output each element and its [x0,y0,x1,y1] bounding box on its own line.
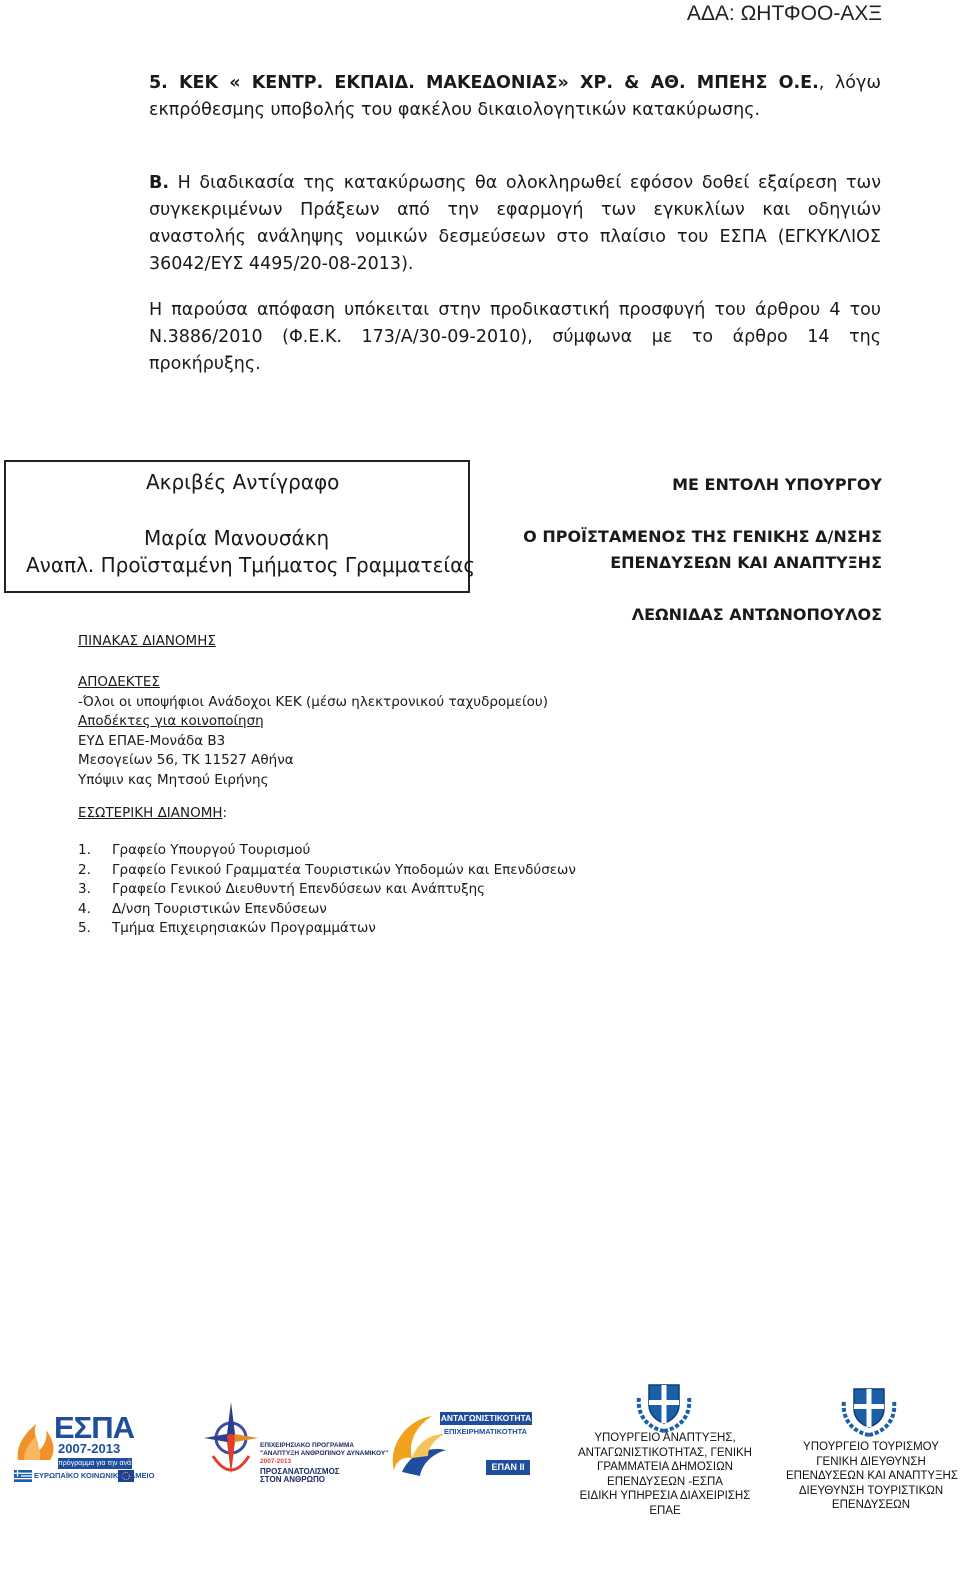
espa-wordmark: ΕΣΠΑ [54,1410,135,1445]
recipients-block [78,673,548,790]
ministry1-line: ΥΠΟΥΡΓΕΙΟ ΑΝΑΠΤΥΞΗΣ, [594,1432,736,1444]
signature-title-line2: ΕΠΕΝΔΥΣΕΩΝ ΚΑΙ ΑΝΑΠΤΥΞΗΣ [610,553,882,572]
epan-badge: ΕΠΑΝ II [486,1460,530,1475]
cc-line: Υπόψιν κας Μητσού Ειρήνης [78,771,269,788]
item-5-kek-name: 5. ΚΕΚ « ΚΕΝΤΡ. ΕΚΠΑΙΔ. ΜΑΚΕΔΟΝΙΑΣ» ΧΡ. & ΑΘ. ΜΠΕΗΣ Ο.Ε. [149,73,819,93]
ministry1-line: ΕΠΕΝΔΥΣΕΩΝ -ΕΣΠΑ [607,1475,723,1488]
list-item [78,841,576,861]
list-item [78,919,576,939]
compass-rose-icon [204,1400,258,1486]
list-item-text: Γραφείο Υπουργού Τουρισμού [112,842,311,858]
certified-copy-title: Ακριβές Αντίγραφο [146,470,340,494]
human-line: ΣΤΟΝ ΑΝΘΡΩΠΟ [260,1475,325,1484]
ministry2-line: ΥΠΟΥΡΓΕΙΟ ΤΟΥΡΙΣΜΟΥ [803,1441,939,1453]
signature-order: ΜΕ ΕΝΤΟΛΗ ΥΠΟΥΡΓΟΥ [672,475,882,494]
espa-logo [14,1410,155,1484]
human-line: 2007-2013 [260,1458,292,1465]
certified-copy-name: Μαρία Μανουσάκη [144,526,330,550]
ministry2-line: ΕΠΕΝΔΥΣΕΩΝ [831,1499,911,1511]
ministry2-line: ΕΠΕΝΔΥΣΕΩΝ ΚΑΙ ΑΝΑΠΤΥΞΗΣ [786,1470,958,1482]
signature-name: ΛΕΩΝΙΔΑΣ ΑΝΤΩΝΟΠΟΥΛΟΣ [631,605,882,624]
ministry2-line: ΓΕΝΙΚΗ ΔΙΕΥΘΥΝΣΗ [816,1455,926,1468]
internal-distribution-list [78,841,576,939]
list-item [78,880,576,900]
espa-fund-text: ΕΥΡΩΠΑΪΚΟ ΚΟΙΝΩΝΙΚΟ ΤΑΜΕΙΟ [34,1471,155,1480]
item-5-paragraph [149,70,881,124]
internal-heading-colon: : [222,805,228,821]
list-item-number: 4. [78,900,91,917]
ada-code: ΑΔΑ: ΩΗΤΦΟΟ-ΑΧΞ [686,2,882,25]
cc-line: ΕΥΔ ΕΠΑΕ-Μονάδα Β3 [78,732,226,749]
list-item-text: Γραφείο Γενικού Γραμματέα Τουριστικών Υποδομών και Επενδύσεων [112,861,576,878]
human-line: ΠΡΟΣΑΝΑΤΟΛΙΣΜΟΣ [260,1467,340,1476]
section-b-label: Β. [149,173,169,193]
ministry-tourism-text [786,1440,956,1513]
ministry-development-text [575,1431,755,1518]
competitiveness-subtitle: ΕΠΙΧΕΙΡΗΜΑΤΙΚΟΤΗΤΑ [444,1427,528,1436]
appeal-paragraph: Η παρούσα απόφαση υπόκειται στην προδικαστική προσφυγή του άρθρου 4 του Ν.3886/2010 (Φ.Ε.Κ. 173/Α/30-09-2010), σύμφωνα με το άρθρο 14 της προκήρυξης. [149,300,881,374]
internal-heading-text: ΕΣΩΤΕΡΙΚΗ ΔΙΑΝΟΜΗ [78,805,223,821]
list-item [78,861,576,881]
human-resources-text [260,1442,388,1484]
greek-emblem-icon [840,1379,898,1437]
espa-years: 2007-2013 [58,1441,121,1456]
greek-emblem-icon [635,1375,693,1433]
item-5-reason: , λόγω εκπρόθεσμης υποβολής του φακέλου δικαιολογητικών κατακύρωσης. [149,73,881,120]
list-item-number: 3. [78,881,91,897]
competitiveness-title: ΑΝΤΑΓΩΝΙΣΤΙΚΟΤΗΤΑ [440,1413,532,1423]
human-resources-logo [204,1400,389,1490]
list-item [78,900,576,920]
signature-title-line1: Ο ΠΡΟΪΣΤΑΜΕΝΟΣ ΤΗΣ ΓΕΝΙΚΗΣ Δ/ΝΣΗΣ [523,527,882,546]
distribution-heading [78,632,216,652]
recipients-text: -Όλοι οι υποψήφιοι Ανάδοχοι ΚΕΚ (μέσω ηλεκτρονικού ταχυδρομείου) [78,693,548,710]
ministry1-line: ΕΠΑΕ [649,1504,681,1517]
cc-line: Μεσογείων 56, ΤΚ 11527 Αθήνα [78,752,294,768]
cc-heading: Αποδέκτες για κοινοποίηση [78,713,264,729]
list-item-text: Γραφείο Γενικού Διευθυντή Επενδύσεων και Ανάπτυξης [112,881,486,897]
certified-copy-role: Αναπλ. Προϊσταμένη Τμήματος Γραμματείας [26,553,476,577]
espa-flame-icon [14,1416,58,1464]
ministry2-line: ΔΙΕΥΘΥΝΣΗ ΤΟΥΡΙΣΤΙΚΩΝ [798,1484,944,1497]
ministry1-line: ΕΙΔΙΚΗ ΥΠΗΡΕΣΙΑ ΔΙΑΧΕΙΡΙΣΗΣ [579,1490,751,1502]
greek-flag-icon [14,1470,32,1482]
espa-tagline: πρόγραμμα για την ανάπτυξη [58,1460,150,1467]
list-item-number: 2. [78,861,91,878]
competitiveness-logo [388,1412,538,1492]
human-line: "ΑΝΑΠΤΥΞΗ ΑΝΘΡΩΠΙΝΟΥ ΔΥΝΑΜΙΚΟΥ" [260,1450,389,1457]
distribution-heading-text: ΠΙΝΑΚΑΣ ΔΙΑΝΟΜΗΣ [78,633,216,649]
list-item-number: 5. [78,920,91,936]
list-item-number: 1. [78,842,91,858]
certified-copy-box [4,460,476,593]
recipients-heading: ΑΠΟΔΕΚΤΕΣ [78,674,160,690]
ministry1-line: ΑΝΤΑΓΩΝΙΣΤΙΚΟΤΗΤΑΣ, ΓΕΝΙΚΗ [578,1446,752,1459]
list-item-text: Δ/νση Τουριστικών Επενδύσεων [112,900,327,917]
human-line: ΕΠΙΧΕΙΡΗΣΙΑΚΟ ΠΡΟΓΡΑΜΜΑ [260,1442,355,1449]
section-b-paragraph [149,170,881,278]
section-b-text: Η διαδικασία της κατακύρωσης θα ολοκληρωθεί εφόσον δοθεί εξαίρεση των συγκεκριμένων Πράξεων από την εφαρμογή των εγκυκλίων και οδηγιών αναστολής ανάληψης νομικών δεσμεύσεων στο πλαίσιο του ΕΣΠΑ (ΕΓΚΥΚΛΙΟΣ 36042/ΕΥΣ 4495/20-08-2013). [149,173,881,274]
ministry1-line: ΓΡΑΜΜΑΤΕΙΑ ΔΗΜΟΣΙΩΝ [596,1461,733,1473]
list-item-text: Τμήμα Επιχειρησιακών Προγραμμάτων [112,920,376,936]
internal-distribution-heading [78,804,227,824]
signature-title [523,524,882,576]
